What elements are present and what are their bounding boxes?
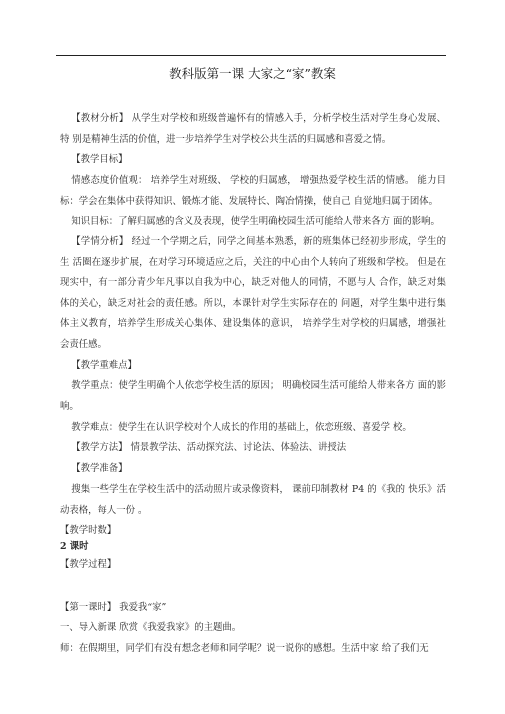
paragraph-teacher-remark: 师：在假期里，同学们有没有想念老师和同学呢？说一说你的感想。生活中家 给了我们无 <box>60 643 429 654</box>
paragraph-knowledge-goals: 知识目标：了解归属感的含义及表现，使学生明确校园生活可能给人带来各方 面的影响。 <box>71 216 440 227</box>
paragraph-lead-in: 一、导入新课 欣赏《我爱我家》的主题曲。 <box>60 622 242 633</box>
heading-teaching-process: 【教学过程】 <box>60 559 117 570</box>
paragraph-class-hours: 2 课时 <box>60 541 89 552</box>
header-rule <box>56 55 446 56</box>
heading-class-hours: 【教学时数】 <box>60 525 117 536</box>
paragraph-teaching-methods: 【教学方法】 情景教学法、活动探究法、讨论法、体验法、讲授法 <box>71 442 347 453</box>
heading-preparation: 【教学准备】 <box>71 463 128 474</box>
paragraph-preparation: 搜集一些学生在学校生活中的活动照片或录像资料， 课前印制教材 P4 的《我的 快乐》活动表格，每人一份 。 <box>60 484 446 516</box>
paragraph-learner-analysis: 【学情分析】 经过一个学期之后，同学之间基本熟悉，新的班集体已经初步形成，学生的生 活圈在逐步扩展，在对学习环境适应之后，关注的中心由个人转向了班级和学校。 但是在现实中，有一部分青少年凡事以自我为中心，缺乏对他人的同情，不愿与人 合作，缺乏对集体的关心，缺乏对社会的责任感。所以，本课针对学生实际存在的 问题，对学生集中进行集体主义教育，培养学生形成关心集体、建设集体的意识， 培养学生对学校的归属感，增强社会责任感。 <box>60 236 446 350</box>
heading-teaching-objectives: 【教学目标】 <box>71 154 128 165</box>
paragraph-textbook-analysis: 【教材分析】 从学生对学校和班级普遍怀有的情感入手，分析学校生活对学生身心发展、特 别是精神生活的价值，进一步培养学生对学校公共生活的归属感和喜爱之情。 <box>60 113 446 145</box>
paragraph-key-point: 教学重点：使学生明确个人依恋学校生活的原因； 明确校园生活可能给人带来各方 面的影响。 <box>60 380 446 412</box>
heading-key-points: 【教学重难点】 <box>71 360 137 371</box>
paragraph-emotional-goals: 情感态度价值观： 培养学生对班级、 学校的归属感， 增强热爱学校生活的情感。 能力目标：学会在集体中获得知识、锻炼才能、发展特长、陶冶情操，使自己 自觉地归属于团体。 <box>60 175 446 207</box>
heading-first-lesson: 【第一课时】 我爱我“家” <box>60 602 167 613</box>
paragraph-difficulty: 教学难点：使学生在认识学校对个人成长的作用的基础上，依恋班级、喜爱学 校。 <box>71 422 412 433</box>
document-title: 教科版第一课 大家之“家”教案 <box>169 66 336 81</box>
